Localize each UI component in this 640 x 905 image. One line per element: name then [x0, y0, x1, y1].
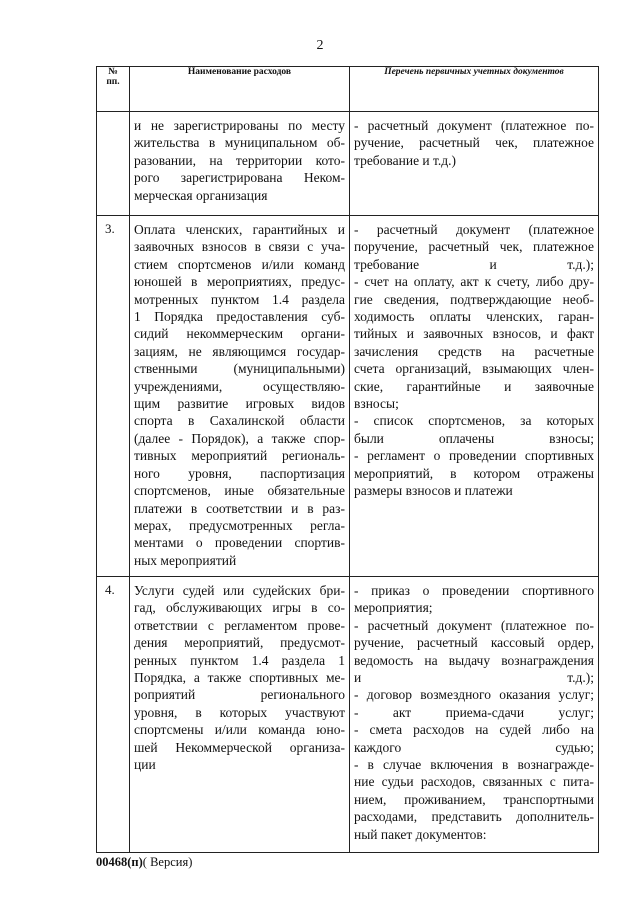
expense-name-line: мерах, предусмотренных регла- — [134, 517, 345, 533]
footer-version: ( Версия) — [142, 855, 193, 869]
document-line: - расчетный документ (платежное по- — [354, 118, 594, 133]
expense-name-cell — [130, 577, 350, 853]
expense-name-line: разовании, на территории кото- — [134, 152, 345, 168]
document-line: ходимость оплаты членских, гаран- — [354, 309, 594, 325]
documents-cell — [350, 216, 599, 577]
header-expense-name: Наименование расходов — [130, 67, 350, 112]
expense-name-line: дения мероприятий, предусмот- — [134, 635, 345, 651]
expense-name-line: стием спортсменов и/или команд — [134, 256, 345, 272]
expense-name-line: сидий некоммерческим органи- — [134, 326, 345, 342]
expense-name-line: тивных мероприятий региональ- — [134, 448, 345, 464]
document-line: ские, гарантийные и заявочные — [354, 378, 594, 394]
document-line: поручение, расчетный чек, платежное — [354, 239, 594, 255]
document-line: взносы; — [354, 396, 399, 412]
expense-name-line: уровня, в которых участвуют — [134, 704, 345, 720]
document-line: размеры взносов и платежи — [354, 483, 513, 499]
expense-name-line: ции — [134, 757, 156, 773]
header-num-line-2: пп. — [106, 77, 120, 87]
expense-name-line: ственными (муниципальными) — [134, 361, 345, 377]
document-line: - регламент о проведении спортивных — [354, 448, 594, 464]
expense-name-line: учреждениями, осуществляю- — [134, 378, 345, 394]
document-line: зачисления средств на расчетные — [354, 343, 594, 359]
expense-name-cell — [130, 112, 350, 216]
document-line: были оплачены взносы; — [354, 430, 594, 446]
header-documents: Перечень первичных учетных документов — [350, 67, 599, 112]
document-line: - счет на оплату, акт к счету, либо дру- — [354, 274, 594, 290]
document-line: требование и т.д.) — [354, 152, 457, 168]
expense-name-cell — [130, 216, 350, 577]
document-line: ние судьи расходов, связанных с пита- — [354, 774, 594, 790]
document-line: - расчетный документ (платежное по- — [354, 617, 594, 633]
expense-name-line: 1 Порядка предоставления суб- — [134, 309, 345, 325]
document-line: - смета расходов на судей либо на — [354, 722, 594, 738]
expense-name-line: спортсмены и/или команда юно- — [134, 722, 345, 738]
expense-name-line: роприятий регионального — [134, 687, 345, 703]
document-line: каждого судью; — [354, 739, 594, 755]
document-line: счета организаций, взымающих член- — [354, 361, 594, 377]
expense-name-line: Порядка, а также спортивных ме- — [134, 670, 345, 686]
expense-name-line: Оплата членских, гарантийных и — [134, 222, 345, 237]
document-line: - расчетный документ (платежное — [354, 222, 594, 237]
expense-name-line: гад, обслуживающих игры в со- — [134, 600, 345, 616]
table-row — [97, 577, 599, 853]
document-line: - акт приема-сдачи услуг; — [354, 704, 594, 720]
document-line: ный пакет документов: — [354, 826, 487, 842]
expense-name-line: щим развитие игровых видов — [134, 396, 345, 412]
document-footer — [96, 855, 192, 870]
page-number: 2 — [316, 38, 324, 53]
header-num — [97, 67, 130, 112]
row-number: 3. — [97, 216, 130, 577]
document-line: - в случае включения в вознагражде- — [354, 757, 594, 773]
expense-name-line: ного уровня, паспортизация — [134, 465, 345, 481]
document-line: ведомость на выдачу вознаграждения — [354, 652, 594, 668]
documents-cell — [350, 112, 599, 216]
document-line: гие сведения, подтверждающие необ- — [354, 291, 594, 307]
document-line: тийных и заявочных взносов, и факт — [354, 326, 594, 342]
table-row — [97, 216, 599, 577]
expense-name-line: ментами о проведении спортив- — [134, 535, 345, 551]
expenses-table — [96, 66, 599, 853]
expense-name-line: ренных пунктом 1.4 раздела 1 — [134, 652, 345, 668]
expense-name-line: юношей в мероприятиях, предус- — [134, 274, 345, 290]
document-line: расходами, представить дополнитель- — [354, 809, 594, 825]
document-line: - договор возмездного оказания услуг; — [354, 687, 594, 703]
document-line: нием, проживанием, транспортными — [354, 791, 594, 807]
document-line: мероприятий, в котором отражены — [354, 465, 594, 481]
row-number: 4. — [97, 577, 130, 853]
document-line: мероприятия; — [354, 600, 433, 616]
expense-name-line: спортсменов, иные обязательные — [134, 483, 345, 499]
expense-name-line: (далее - Порядок), а также спор- — [134, 430, 345, 446]
expense-name-line: платежи в соответствии и в раз- — [134, 500, 345, 516]
documents-cell — [350, 577, 599, 853]
expense-name-line: ных мероприятий — [134, 552, 237, 568]
expense-name-line: рого зарегистрирована Неком- — [134, 170, 345, 186]
document-line: требование и т.д.); — [354, 256, 594, 272]
document-line: ручение, расчетный кассовый ордер, — [354, 635, 594, 651]
table-row — [97, 112, 599, 216]
document-line: ручение, расчетный чек, платежное — [354, 135, 594, 151]
expense-name-line: спорта в Сахалинской области — [134, 413, 345, 429]
row-number — [97, 112, 130, 216]
expense-name-line: шей Некоммерческой организа- — [134, 739, 345, 755]
document-line: и т.д.); — [354, 670, 594, 686]
expense-name-line: зациям, не являющимся государ- — [134, 343, 345, 359]
expense-name-line: заявочных взносов в связи с уча- — [134, 239, 345, 255]
expense-name-line: мерческая организация — [134, 187, 268, 203]
document-line: - приказ о проведении спортивного — [354, 583, 594, 598]
expense-name-line: Услуги судей или судейских бри- — [134, 583, 345, 598]
table-header-row — [97, 67, 599, 112]
expense-name-line: мотренных пунктом 1.4 раздела — [134, 291, 345, 307]
header-num-line-1: № — [108, 67, 118, 77]
document-line: - список спортсменов, за которых — [354, 413, 594, 429]
expense-name-line: жительства в муниципальном об- — [134, 135, 345, 151]
expense-name-line: и не зарегистрированы по месту — [134, 118, 345, 133]
footer-code: 00468(п) — [96, 855, 143, 869]
expense-name-line: ответствии с регламентом прове- — [134, 617, 345, 633]
